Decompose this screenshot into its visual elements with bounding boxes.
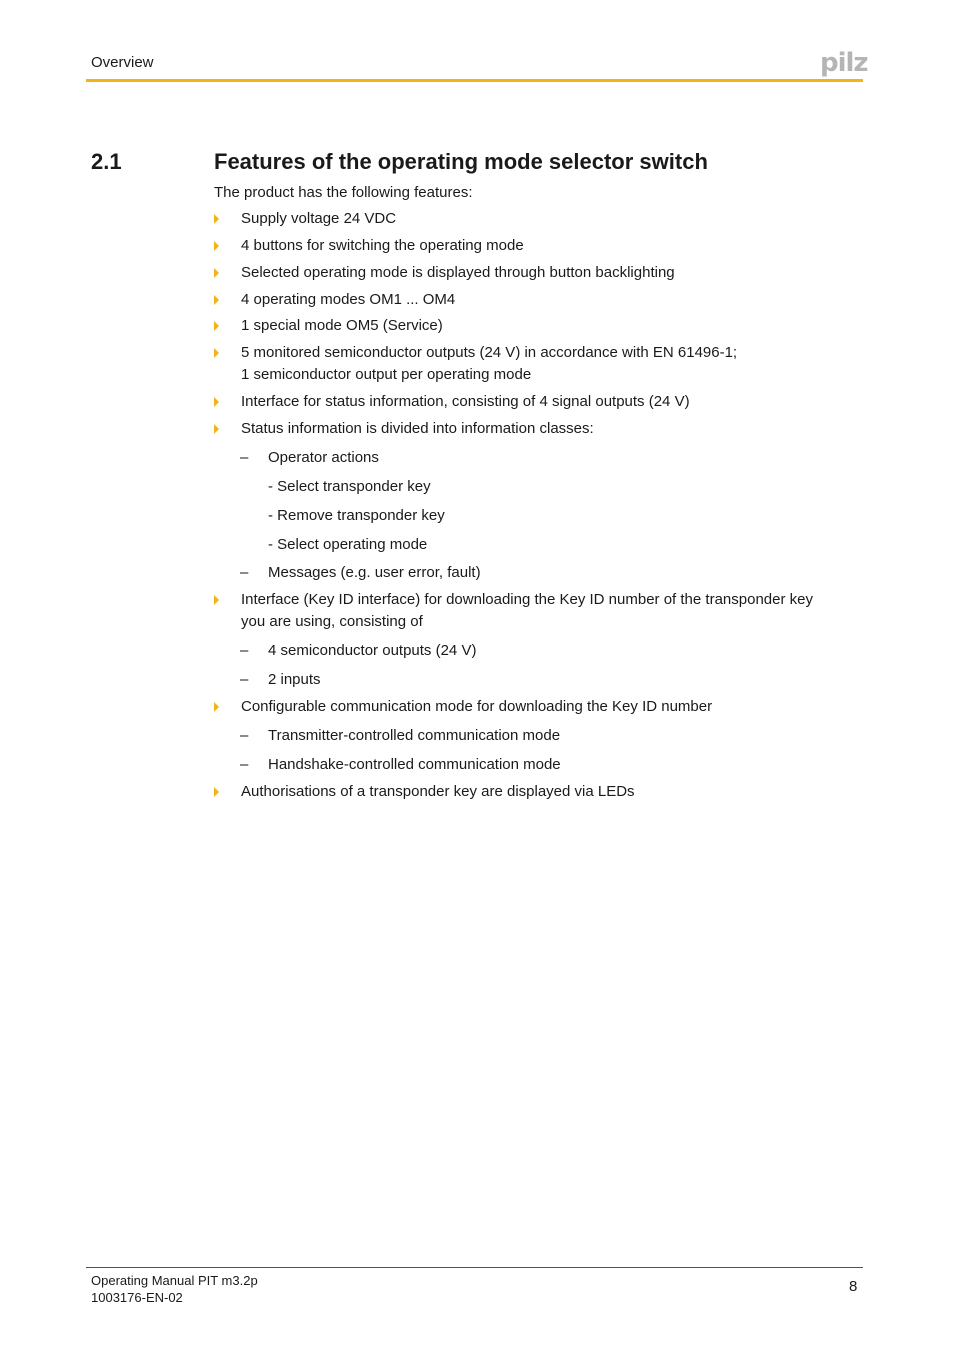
pilz-logo: pilz — [820, 48, 868, 78]
intro-text: The product has the following features: — [214, 184, 473, 201]
list-item: Interface (Key ID interface) for downloading the Key ID number of the transponder key — [241, 591, 813, 608]
sub-list-item: 4 semiconductor outputs (24 V) — [268, 642, 477, 659]
list-item: Status information is divided into information classes: — [241, 420, 594, 437]
bullet-icon — [214, 424, 219, 434]
list-item: 5 monitored semiconductor outputs (24 V) in accordance with EN 61496-1; — [241, 344, 738, 361]
sub-list-item: Messages (e.g. user error, fault) — [268, 564, 481, 581]
sub-list-item: Operator actions — [268, 449, 379, 466]
sub-sub-item: - Remove transponder key — [268, 507, 445, 524]
list-item: Interface for status information, consisting of 4 signal outputs (24 V) — [241, 393, 690, 410]
bullet-icon — [214, 241, 219, 251]
footer-doc-number: 1003176-EN-02 — [91, 1290, 183, 1305]
list-item: Supply voltage 24 VDC — [241, 210, 397, 227]
dash-marker: – — [240, 564, 249, 581]
bullet-icon — [214, 702, 219, 712]
list-item: Selected operating mode is displayed through button backlighting — [241, 264, 675, 281]
section-number: 2.1 — [91, 149, 122, 174]
sub-list-item: 2 inputs — [268, 671, 321, 688]
footer-rule — [86, 1267, 863, 1268]
list-item: Authorisations of a transponder key are displayed via LEDs — [241, 783, 635, 800]
sub-list-item: Transmitter-controlled communication mode — [268, 727, 561, 744]
footer-manual-title: Operating Manual PIT m3.2p — [91, 1273, 258, 1288]
bullet-icon — [214, 595, 219, 605]
list-item-continuation: you are using, consisting of — [241, 613, 423, 630]
bullet-icon — [214, 214, 219, 224]
bullet-icon — [214, 268, 219, 278]
dash-marker: – — [240, 727, 249, 744]
bullet-icon — [214, 397, 219, 407]
list-item: Configurable communication mode for downloading the Key ID number — [241, 698, 713, 715]
dash-marker: – — [240, 671, 249, 688]
sub-sub-item: - Select transponder key — [268, 478, 431, 495]
page-number: 8 — [849, 1278, 858, 1295]
dash-marker: – — [240, 642, 249, 659]
bullet-icon — [214, 321, 219, 331]
list-item: 4 buttons for switching the operating mode — [241, 237, 524, 254]
bullet-icon — [214, 295, 219, 305]
sub-sub-item: - Select operating mode — [268, 536, 428, 553]
dash-marker: – — [240, 449, 249, 466]
section-title: Features of the operating mode selector switch — [214, 149, 708, 174]
list-item-continuation: 1 semiconductor output per operating mode — [241, 366, 532, 383]
list-item: 4 operating modes OM1 ... OM4 — [241, 291, 456, 308]
bullet-icon — [214, 348, 219, 358]
list-item: 1 special mode OM5 (Service) — [241, 317, 443, 334]
header-section-label: Overview — [91, 54, 154, 71]
dash-marker: – — [240, 756, 249, 773]
bullet-icon — [214, 787, 219, 797]
header-rule — [86, 79, 863, 82]
sub-list-item: Handshake-controlled communication mode — [268, 756, 561, 773]
